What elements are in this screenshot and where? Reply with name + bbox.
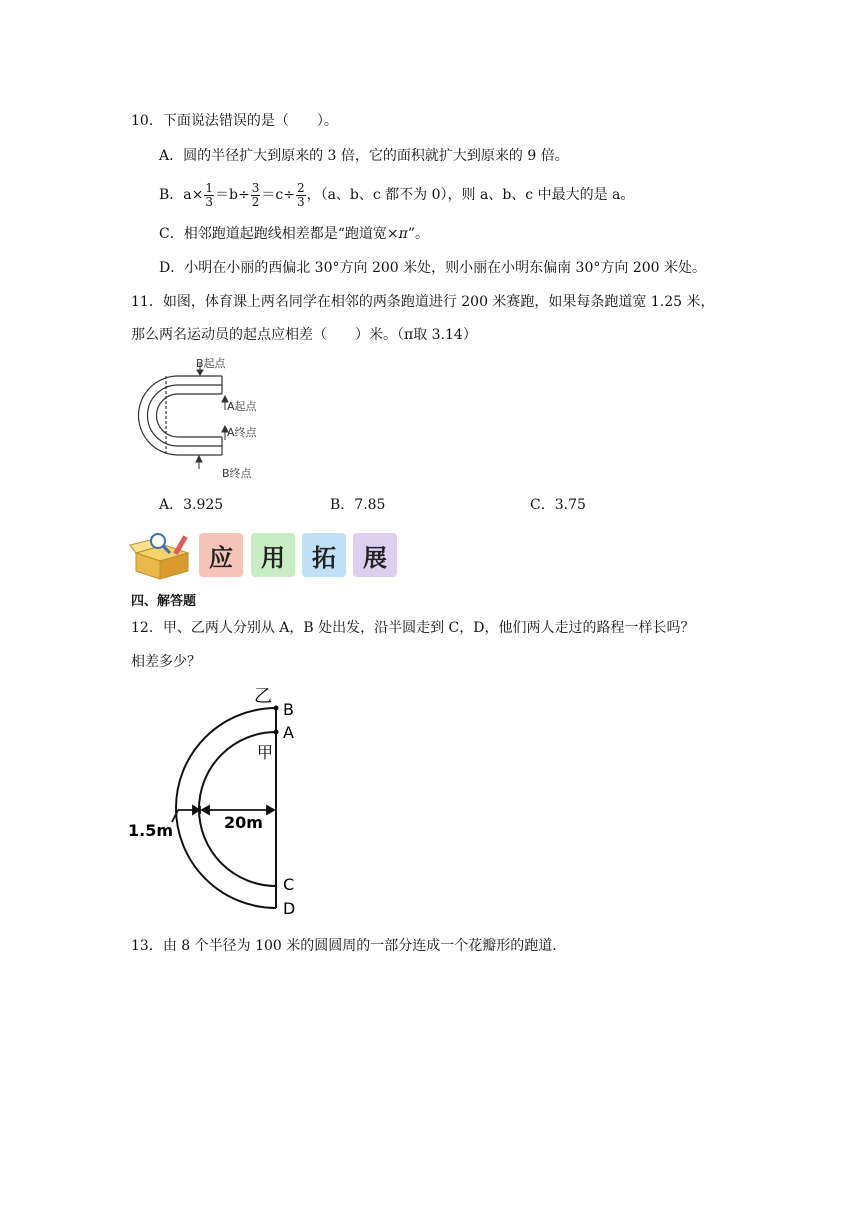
banner-tile-1: 应 [199, 533, 243, 577]
q10-option-b [159, 178, 634, 212]
label-point-b: B [283, 700, 294, 719]
fraction-numerator: 2 [296, 180, 305, 195]
q10-option-c-text: C．相邻跑道起跑线相差都是“跑道宽× [159, 226, 399, 242]
q10-option-c [159, 224, 429, 244]
q11-stem-line1: 11．如图，体育课上两名同学在相邻的两条跑道进行 200 米赛跑，如果每条跑道宽 1.25 米， [131, 294, 715, 310]
q10-option-a: A．圆的半径扩大到原来的 3 倍，它的面积就扩大到原来的 9 倍。 [159, 148, 569, 164]
section-title: 四、解答题 [131, 594, 197, 609]
q13-stem: 13．由 8 个半径为 100 米的圆圆周的一部分连成一个花瓣形的跑道. [131, 938, 557, 954]
q10-stem: 10．下面说法错误的是（ ）。 [131, 113, 338, 129]
q10-option-d: D．小明在小丽的西偏北 30°方向 200 米处，则小丽在小明东偏南 30°方向 200 米处。 [159, 260, 706, 276]
q10-option-b-suffix: ，（a、b、c 都不为 0），则 a、b、c 中最大的是 a。 [306, 187, 635, 203]
fraction-numerator: 1 [205, 180, 214, 195]
q10-option-b-prefix: B．a× [159, 187, 204, 203]
fraction-numerator: 3 [251, 180, 260, 195]
q10-option-b-mid2: ＝c÷ [261, 187, 295, 203]
banner-tile-4: 展 [353, 533, 397, 577]
label-a-end: A终点 [227, 426, 257, 439]
label-radius: 20m [224, 813, 263, 832]
label-yi: 乙 [254, 686, 272, 707]
banner-tile-3: 拓 [302, 533, 346, 577]
q12-stem-line1: 12．甲、乙两人分别从 A，B 处出发，沿半圆走到 C，D，他们两人走过的路程一样长吗？ [131, 620, 695, 636]
q11-choice-a: A．3.925 [159, 497, 224, 513]
label-b-end: B终点 [222, 467, 252, 480]
point-a-dot [274, 730, 279, 735]
label-width: 1.5m [128, 821, 174, 840]
box-with-magnifier-icon [128, 531, 196, 581]
banner-tile-2: 用 [251, 533, 295, 577]
point-b-dot [274, 706, 279, 711]
fraction-two-thirds [296, 182, 306, 209]
q11-choice-b: B．7.85 [330, 497, 386, 513]
label-point-c: C [283, 875, 295, 894]
label-b-start: B起点 [196, 357, 226, 370]
label-a-start: A起点 [227, 400, 257, 413]
q12-stem-line2: 相差多少？ [131, 654, 201, 670]
label-point-a: A [283, 723, 294, 742]
q10-option-c-end: ”。 [407, 226, 429, 242]
fraction-one-third [204, 182, 214, 209]
semicircle-diagram [126, 682, 326, 922]
q11-stem-line2: 那么两名运动员的起点应相差（ ）米。（π取 3.14） [131, 327, 477, 343]
track-diagram [126, 352, 266, 484]
label-jia: 甲 [257, 743, 274, 762]
q11-choice-c: C．3.75 [530, 497, 586, 513]
fraction-denominator: 2 [251, 194, 260, 209]
q10-option-b-mid1: ＝b÷ [215, 187, 250, 203]
fraction-denominator: 3 [296, 194, 305, 209]
fraction-three-halves [251, 182, 261, 209]
label-point-d: D [283, 899, 296, 918]
fraction-denominator: 3 [205, 194, 214, 209]
pi-symbol: π [398, 226, 408, 242]
